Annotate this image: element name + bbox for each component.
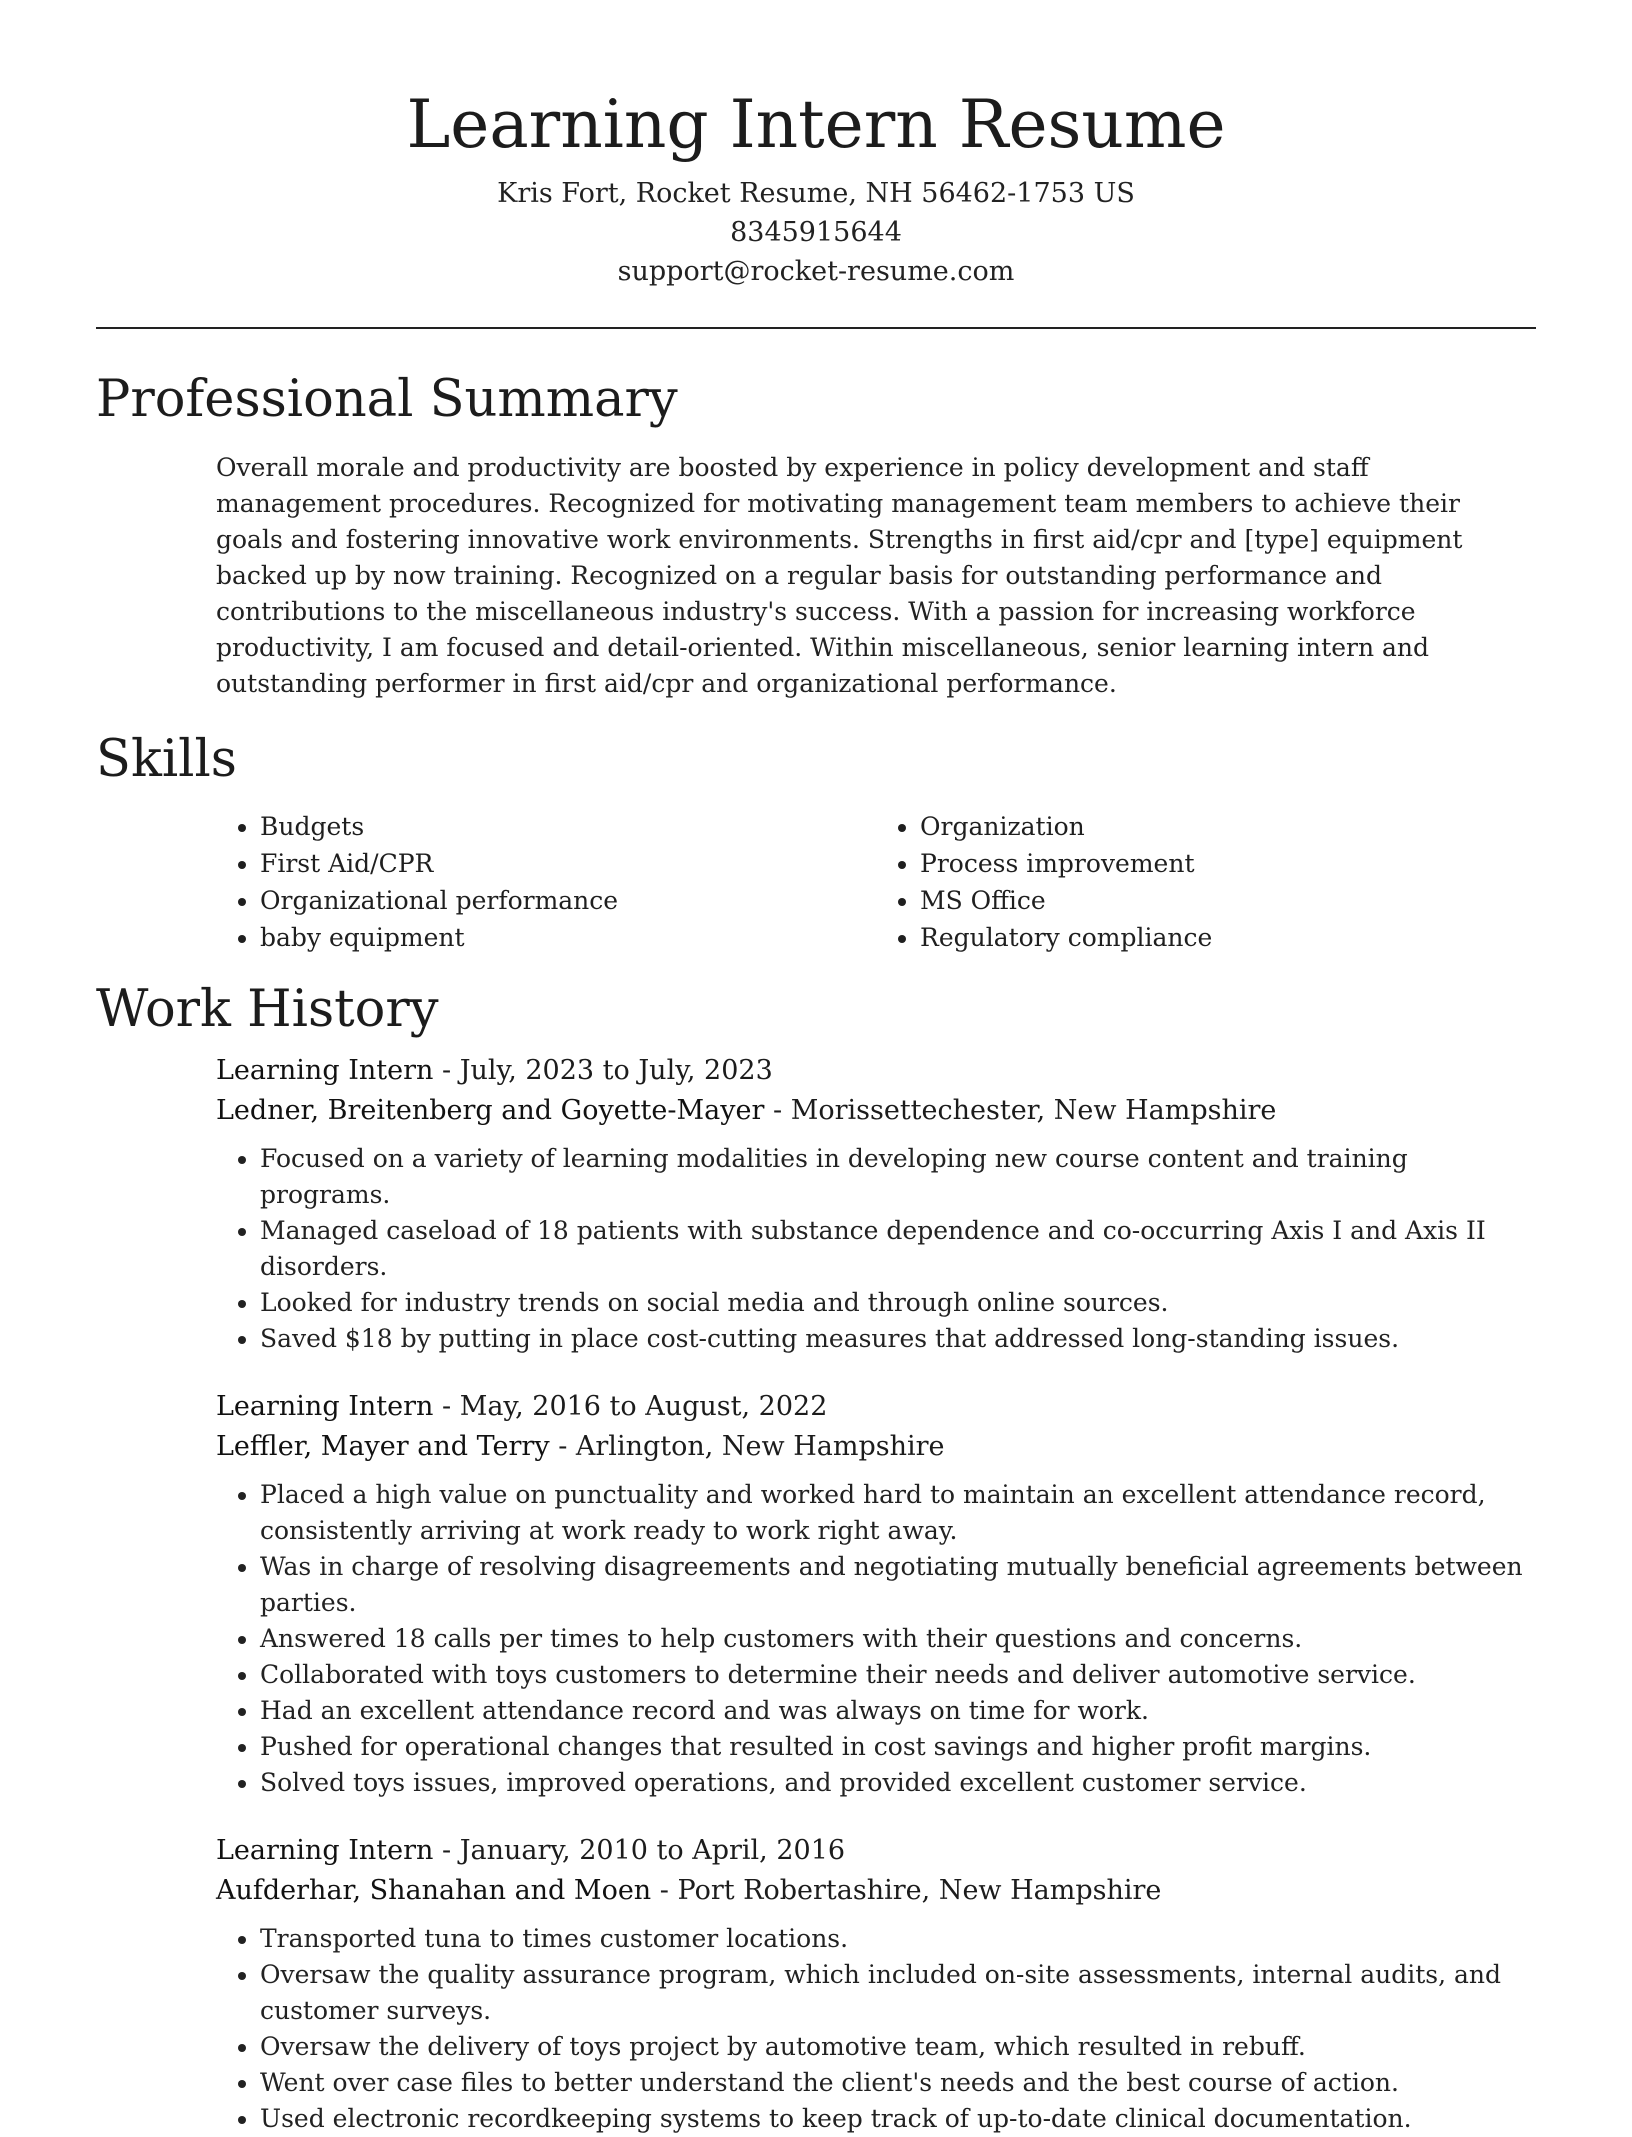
job-bullets xyxy=(216,1477,1536,1801)
job-entry xyxy=(216,1388,1536,1801)
job-bullet: • Collaborated with toys customers to determine their needs and deliver automotive service. xyxy=(260,1657,1536,1693)
job-bullet: • Solved toys issues, improved operations, and provided excellent customer service. xyxy=(260,1765,1536,1801)
skills-grid xyxy=(216,808,1536,956)
job-dates: July, 2023 to July, 2023 xyxy=(459,1055,773,1086)
job-title: Learning Intern xyxy=(216,1055,434,1086)
job-bullet: • Went over case files to better understand the client's needs and the best course of action. xyxy=(260,2065,1536,2101)
resume-page xyxy=(96,0,1536,2137)
work-heading: Work History xyxy=(96,980,439,1039)
job-company: Aufderhar, Shanahan and Moen xyxy=(216,1875,652,1906)
job-bullet: • Pushed for operational changes that resulted in cost savings and higher profit margins. xyxy=(260,1729,1536,1765)
resume-title: Learning Intern Resume xyxy=(406,86,1226,163)
skills-heading: Skills xyxy=(96,730,237,789)
contact-email: support@rocket-resume.com xyxy=(617,256,1015,287)
job-separator: - xyxy=(659,1875,678,1906)
job-company-line xyxy=(216,1870,1536,1911)
job-bullet: • Transported tuna to times customer locations. xyxy=(260,1921,1536,1957)
header-divider xyxy=(96,327,1536,329)
job-company-line xyxy=(216,1090,1536,1131)
job-bullet: • Answered 18 calls per times to help customers with their questions and concerns. xyxy=(260,1621,1536,1657)
job-entry xyxy=(216,1052,1536,1357)
skill-item: • Budgets xyxy=(260,808,876,845)
job-separator: - xyxy=(558,1431,576,1462)
job-separator: - xyxy=(772,1095,791,1126)
job-company: Ledner, Breitenberg and Goyette-Mayer xyxy=(216,1095,765,1126)
summary-section xyxy=(96,368,1536,702)
job-separator: - xyxy=(441,1835,460,1866)
contact-block xyxy=(96,174,1536,291)
job-title: Learning Intern xyxy=(216,1391,434,1422)
job-dates: January, 2010 to April, 2016 xyxy=(459,1835,846,1866)
job-bullet: • Oversaw the quality assurance program, which included on-site assessments, internal audits, and customer surveys. xyxy=(260,1957,1536,2029)
job-location: Morissettechester, New Hampshire xyxy=(790,1095,1277,1126)
job-location: Port Robertashire, New Hampshire xyxy=(677,1875,1162,1906)
job-dates: May, 2016 to August, 2022 xyxy=(459,1391,828,1422)
job-entry xyxy=(216,1832,1536,2137)
skill-item: • MS Office xyxy=(920,882,1536,919)
skill-item: • First Aid/CPR xyxy=(260,845,876,882)
skill-item: • Organizational performance xyxy=(260,882,876,919)
summary-text: Overall morale and productivity are boosted by experience in policy development and staff management procedures. Recognized for motivating management team members to achieve their goals and fostering innovative work environments. Strengths in first aid/cpr and [type] equipment backed up by now training. Recognized on a regular basis for outstanding performance and contributions to the miscellaneous industry's success. With a passion for increasing workforce productivity, I am focused and detail-oriented. Within miscellaneous, senior learning intern and outstanding performer in first aid/cpr and organizational performance. xyxy=(216,453,1463,698)
job-bullets xyxy=(216,1921,1536,2137)
job-title-line xyxy=(216,1388,1536,1426)
job-separator: - xyxy=(441,1391,460,1422)
job-bullet: • Oversaw the delivery of toys project by automotive team, which resulted in rebuff. xyxy=(260,2029,1536,2065)
work-section xyxy=(96,978,1536,2137)
job-company-line xyxy=(216,1426,1536,1467)
skills-left-list xyxy=(216,808,876,956)
skills-right-list xyxy=(876,808,1536,956)
job-bullet: • Placed a high value on punctuality and worked hard to maintain an excellent attendance record, consistently arriving at work ready to work right away. xyxy=(260,1477,1536,1549)
job-company: Leffler, Mayer and Terry xyxy=(216,1431,550,1462)
contact-phone: 8345915644 xyxy=(730,217,902,248)
job-bullet: • Looked for industry trends on social media and through online sources. xyxy=(260,1285,1536,1321)
contact-address: Kris Fort, Rocket Resume, NH 56462-1753 US xyxy=(497,178,1135,209)
job-bullet: • Focused on a variety of learning modalities in developing new course content and training programs. xyxy=(260,1141,1536,1213)
job-bullet: • Was in charge of resolving disagreements and negotiating mutually beneficial agreements between parties. xyxy=(260,1549,1536,1621)
job-bullets xyxy=(216,1141,1536,1357)
resume-header xyxy=(96,0,1536,291)
job-location: Arlington, New Hampshire xyxy=(575,1431,945,1462)
job-title-line xyxy=(216,1832,1536,1870)
job-title: Learning Intern xyxy=(216,1835,434,1866)
skill-item: • Regulatory compliance xyxy=(920,919,1536,956)
job-bullet: • Saved $18 by putting in place cost-cutting measures that addressed long-standing issues. xyxy=(260,1321,1536,1357)
job-bullet: • Used electronic recordkeeping systems to keep track of up-to-date clinical documentation. xyxy=(260,2101,1536,2137)
job-separator: - xyxy=(441,1055,460,1086)
job-bullet: • Had an excellent attendance record and was always on time for work. xyxy=(260,1693,1536,1729)
skills-section xyxy=(96,728,1536,956)
job-bullet: • Managed caseload of 18 patients with substance dependence and co-occurring Axis I and Axis II disorders. xyxy=(260,1213,1536,1285)
skill-item: • Process improvement xyxy=(920,845,1536,882)
skill-item: • baby equipment xyxy=(260,919,876,956)
job-title-line xyxy=(216,1052,1536,1090)
summary-heading: Professional Summary xyxy=(96,370,678,429)
skill-item: • Organization xyxy=(920,808,1536,845)
